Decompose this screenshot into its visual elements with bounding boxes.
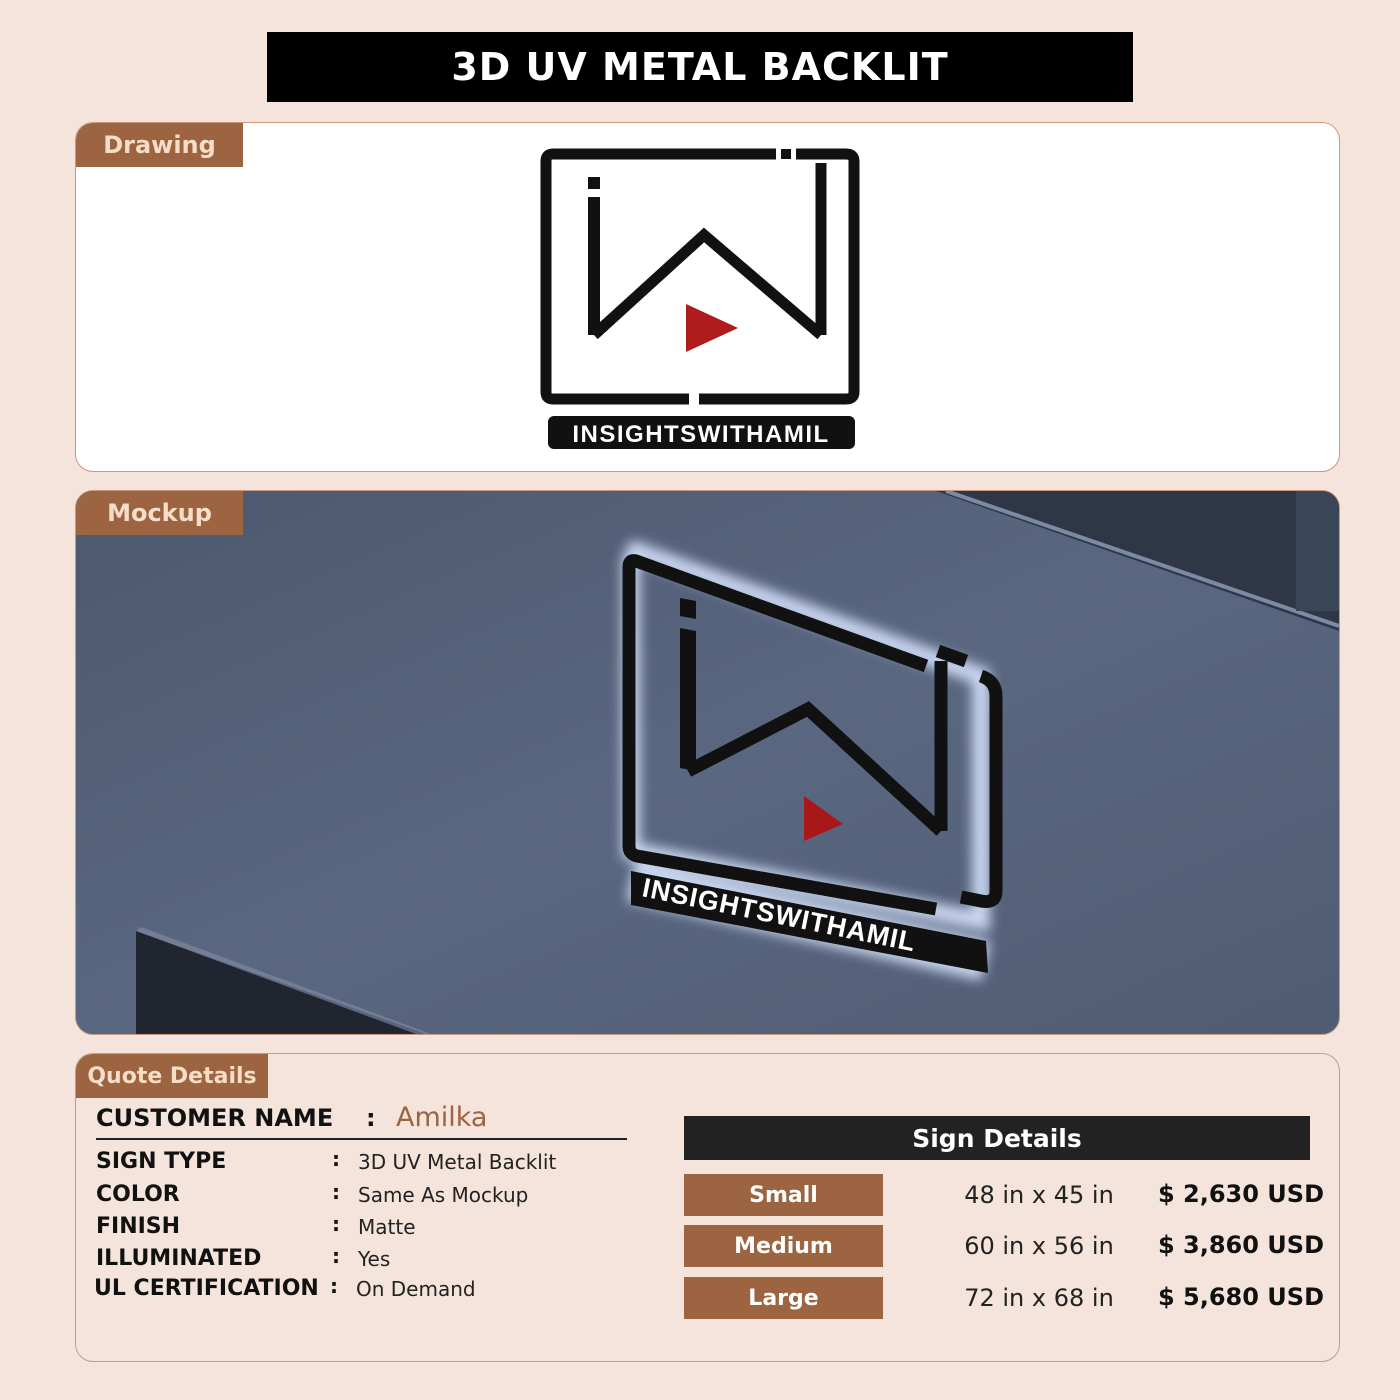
logo-i-dot: [588, 177, 600, 189]
mockup-i-stem: [680, 628, 696, 771]
size-row-medium: [684, 1225, 1324, 1267]
logo-i-stem: [588, 197, 600, 335]
size-dimensions: 72 in x 68 in: [964, 1284, 1114, 1312]
logo-text: INSIGHTSWITHAMIL: [572, 421, 830, 448]
customer-row: [96, 1104, 627, 1140]
drawing-panel: [75, 122, 1340, 472]
spec-value: On Demand: [356, 1277, 476, 1301]
size-price: $ 5,680 USD: [1157, 1283, 1324, 1311]
sign-details-header: Sign Details: [684, 1116, 1310, 1160]
size-row-small: [684, 1174, 1324, 1216]
logo-frame-mark: [781, 149, 791, 159]
spec-label: FINISH: [96, 1214, 181, 1239]
size-dimensions: 60 in x 56 in: [964, 1232, 1114, 1260]
customer-name: Amilka: [396, 1102, 488, 1133]
quote-panel: [75, 1053, 1340, 1362]
spec-colon: :: [332, 1244, 340, 1268]
size-small-button[interactable]: Small: [684, 1174, 883, 1216]
spec-colon: :: [332, 1212, 340, 1236]
customer-label: CUSTOMER NAME: [96, 1104, 334, 1132]
quote-tab: Quote Details: [76, 1054, 268, 1098]
customer-colon: :: [366, 1104, 376, 1132]
background-building: [1296, 491, 1339, 611]
mockup-i-dot: [680, 598, 696, 619]
spec-colon: :: [330, 1274, 338, 1298]
logo-frame-right: [699, 154, 854, 399]
mockup-logo-text: INSIGHTSWITHAMIL: [639, 872, 919, 958]
spec-label: ILLUMINATED: [96, 1246, 262, 1271]
size-large-button[interactable]: Large: [684, 1277, 883, 1319]
spec-label: COLOR: [96, 1182, 180, 1207]
spec-value: Same As Mockup: [358, 1183, 529, 1207]
drawing-tab: Drawing: [76, 123, 243, 167]
spec-sign-type: [96, 1149, 636, 1177]
spec-value: 3D UV Metal Backlit: [358, 1150, 557, 1174]
spec-color: [96, 1182, 636, 1210]
size-price: $ 3,860 USD: [1157, 1231, 1324, 1259]
spec-colon: :: [332, 1180, 340, 1204]
spec-colon: :: [332, 1147, 340, 1171]
mockup-tab: Mockup: [76, 491, 243, 535]
size-price: $ 2,630 USD: [1157, 1180, 1324, 1208]
page-title: 3D UV METAL BACKLIT: [267, 32, 1133, 102]
spec-finish: [96, 1214, 636, 1242]
mockup-scene: [76, 491, 1339, 1034]
spec-value: Yes: [358, 1247, 391, 1271]
spec-label: UL CERTIFICATION: [94, 1276, 319, 1301]
mockup-panel: [75, 490, 1340, 1035]
spec-ul-certification: [94, 1276, 634, 1304]
spec-label: SIGN TYPE: [96, 1149, 227, 1174]
size-dimensions: 48 in x 45 in: [964, 1181, 1114, 1209]
size-row-large: [684, 1277, 1324, 1319]
spec-illuminated: [96, 1246, 636, 1274]
size-medium-button[interactable]: Medium: [684, 1225, 883, 1267]
spec-value: Matte: [358, 1215, 416, 1239]
play-triangle-icon: [686, 304, 738, 352]
iw-logo-drawing: [76, 123, 1339, 471]
